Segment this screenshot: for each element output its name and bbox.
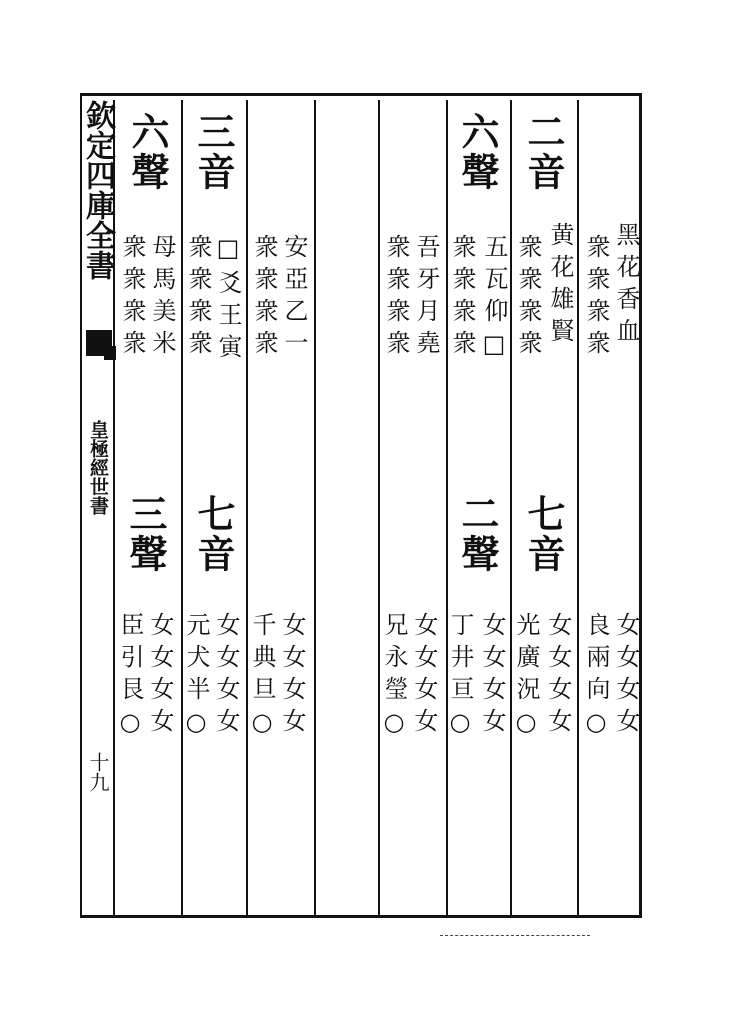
column-4-bottom-line-1: 女女女女 bbox=[410, 612, 438, 740]
column-2-bottom-line-2: 光廣況○ bbox=[512, 612, 540, 744]
column-7-top-line-1: □爻王寅 bbox=[214, 234, 242, 366]
column-7-top-line-2: 衆衆衆衆 bbox=[184, 234, 212, 362]
column-8-bottom-line-1: 女女女女 bbox=[146, 612, 174, 740]
column-3-label-top: 六聲 bbox=[455, 112, 500, 192]
column-3-bottom-line-1: 女女女女 bbox=[478, 612, 506, 740]
column-8-label-top: 六聲 bbox=[125, 112, 170, 192]
book-title: 皇極經世書 bbox=[87, 420, 109, 515]
column-6-bottom-line-2: 千典旦○ bbox=[248, 612, 276, 744]
column-3-top-line-1: 五瓦仰□ bbox=[480, 234, 508, 366]
column-7-bottom-line-1: 女女女女 bbox=[212, 612, 240, 740]
column-divider bbox=[378, 100, 380, 916]
column-1-top-line-1: 黑花香血 bbox=[612, 222, 640, 350]
column-divider bbox=[510, 100, 512, 916]
column-6-top-line-1: 安亞乙一 bbox=[280, 234, 308, 362]
column-divider bbox=[113, 100, 115, 916]
column-divider bbox=[314, 100, 316, 916]
column-8-bottom-line-2: 臣引艮○ bbox=[116, 612, 144, 744]
page-number: 十九 bbox=[86, 752, 110, 792]
column-2-bottom-line-1: 女女女女 bbox=[544, 612, 572, 740]
column-7-label-bottom: 七音 bbox=[191, 494, 236, 574]
column-2-label-top: 二音 bbox=[521, 112, 566, 192]
column-divider bbox=[246, 100, 248, 916]
column-7-label-top: 三音 bbox=[191, 112, 236, 192]
column-6-bottom-line-1: 女女女女 bbox=[278, 612, 306, 740]
column-3-label-bottom: 二聲 bbox=[455, 494, 500, 574]
column-2-label-bottom: 七音 bbox=[521, 494, 566, 574]
column-4-bottom-line-2: 兄永瑩○ bbox=[380, 612, 408, 744]
column-4-top-line-1: 吾牙月堯 bbox=[412, 234, 440, 362]
column-8-top-line-1: 母馬美米 bbox=[148, 234, 176, 362]
column-8-label-bottom: 三聲 bbox=[123, 494, 168, 574]
scan-mark bbox=[440, 935, 590, 936]
column-1-bottom-line-2: 良兩向○ bbox=[582, 612, 610, 744]
column-2-top-line-2: 衆衆衆衆 bbox=[514, 234, 542, 362]
column-2-top-line-1: 黄花雄賢 bbox=[546, 222, 574, 350]
column-8-top-line-2: 衆衆衆衆 bbox=[118, 234, 146, 362]
column-3-bottom-line-2: 丁井亘○ bbox=[446, 612, 474, 744]
column-3-top-line-2: 衆衆衆衆 bbox=[448, 234, 476, 362]
column-7-bottom-line-2: 元犬半○ bbox=[182, 612, 210, 744]
column-1-top-line-2: 衆衆衆衆 bbox=[582, 234, 610, 362]
column-divider bbox=[446, 100, 448, 916]
column-6-top-line-2: 衆衆衆衆 bbox=[250, 234, 278, 362]
column-divider bbox=[181, 100, 183, 916]
column-4-top-line-2: 衆衆衆衆 bbox=[382, 234, 410, 362]
collection-title: 欽定四庫全書 bbox=[80, 100, 115, 280]
column-divider bbox=[577, 100, 579, 916]
column-1-bottom-line-1: 女女女女 bbox=[612, 612, 640, 740]
